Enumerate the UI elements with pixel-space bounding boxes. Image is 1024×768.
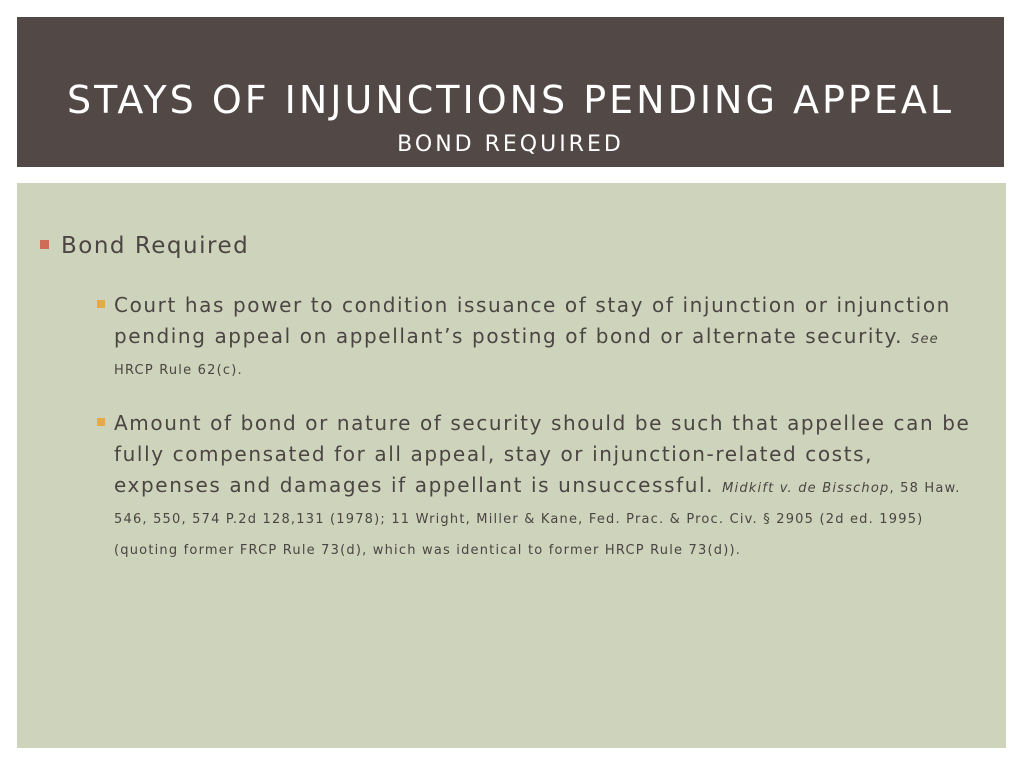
slide-title: STAYS OF INJUNCTIONS PENDING APPEAL	[66, 78, 955, 122]
bullet-level1	[61, 230, 249, 262]
bullet-level2-item	[114, 290, 984, 383]
content-area	[17, 183, 1006, 748]
bullet-main-text: Court has power to condition issuance of stay of injunction or injunction pending appeal on appellant’s posting of bond or alternate security.	[114, 293, 951, 348]
square-bullet-icon	[97, 300, 105, 308]
bullet-level2-item	[114, 408, 984, 563]
square-bullet-icon	[97, 418, 105, 426]
slide-subtitle: BOND REQUIRED	[397, 132, 624, 157]
see-signal: See	[911, 332, 939, 347]
title-bar	[17, 17, 1004, 167]
bullet-main-text: Amount of bond or nature of security should be such that appellee can be fully compensated for all appeal, stay or injunction-related costs, expenses and damages if appellant is unsuccessful.	[114, 411, 971, 497]
bullet-level1-text: Bond Required	[61, 233, 250, 259]
case-name: Midkift v. de Bisschop	[722, 481, 890, 496]
citation-text: , 58 Haw. 546, 550, 574 P.2d 128,131 (1978); 11 Wright, Miller & Kane, Fed. Prac. & Proc. Civ. § 2905 (2d ed. 1995) (quoting former FRCP Rule 73(d), which was identical to former HRCP Rule 73(d)).	[114, 481, 961, 558]
citation-text: HRCP Rule 62(c).	[114, 363, 243, 378]
square-bullet-icon	[40, 240, 49, 249]
